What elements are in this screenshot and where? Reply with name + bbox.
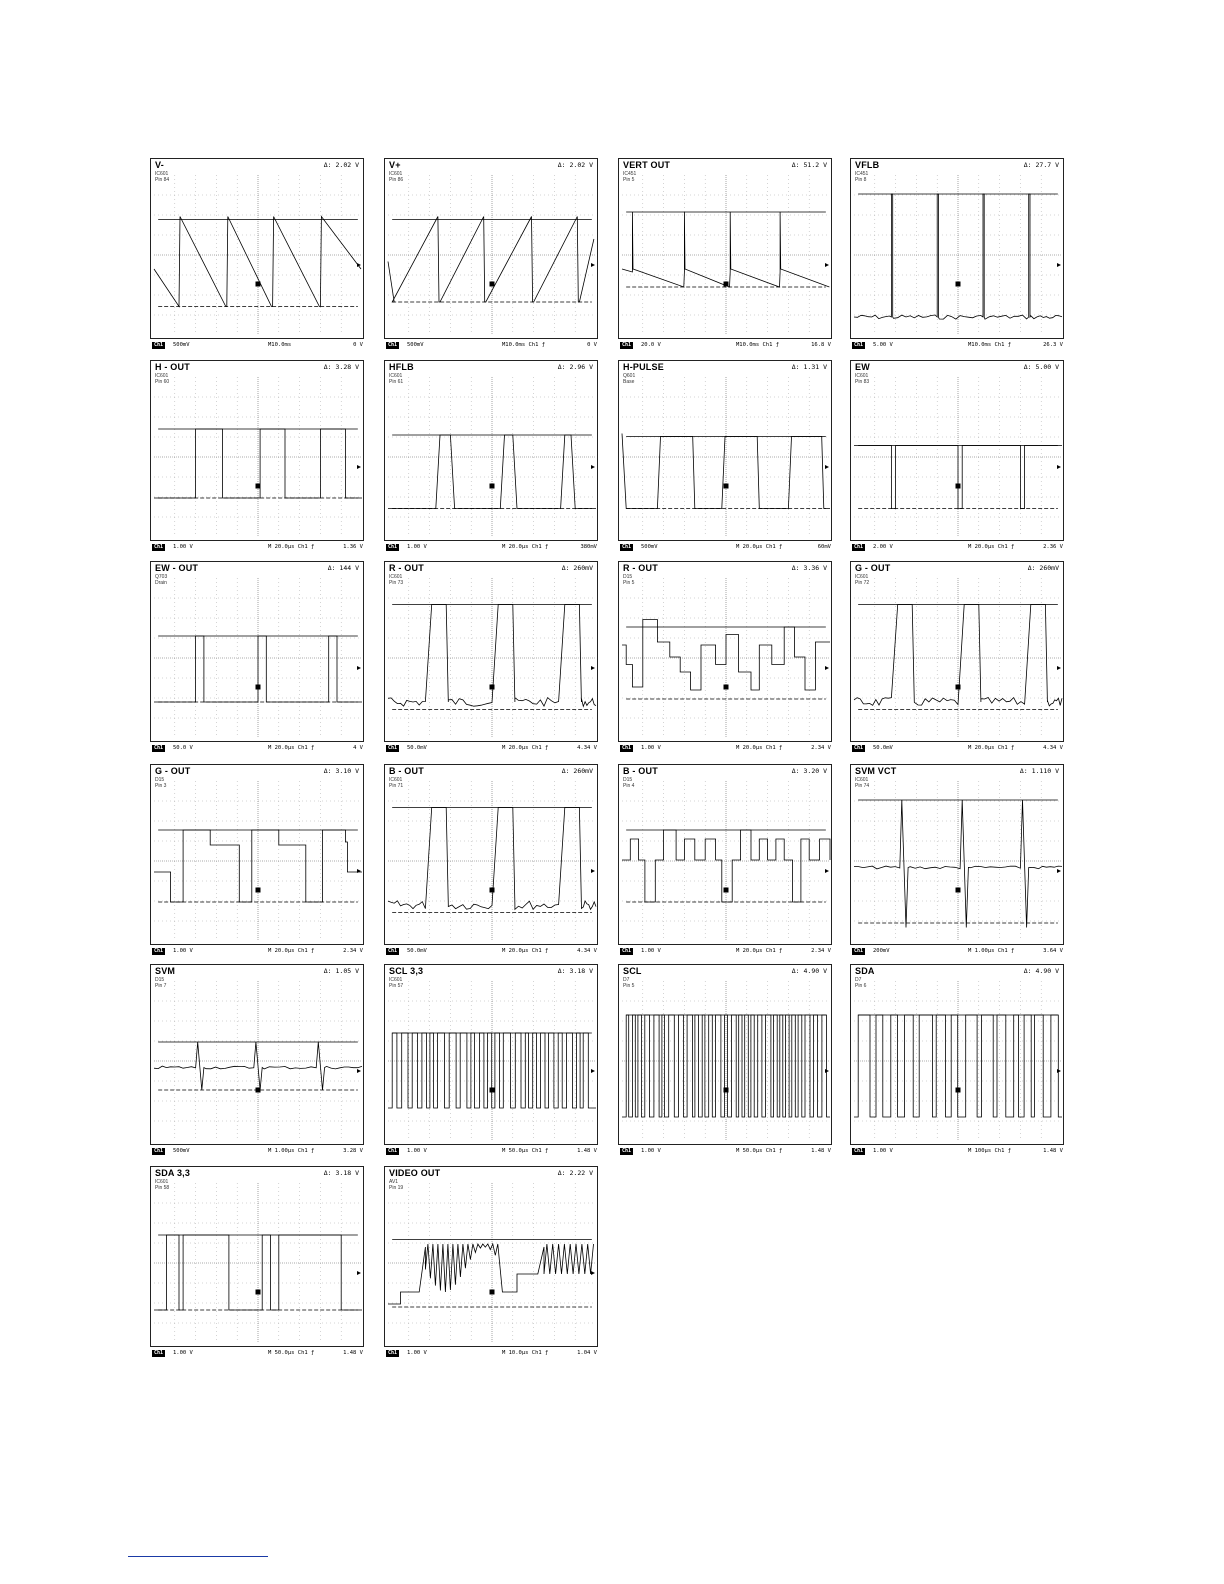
panel-title: V- (155, 160, 164, 170)
time-per-div: M 20.0µs Ch1 ƒ (736, 544, 783, 550)
channel-badge: Ch1 (388, 1350, 398, 1356)
component-ref: AV1 (389, 1179, 399, 1185)
scope-footer (851, 341, 1065, 350)
panel-title: G - OUT (855, 563, 891, 573)
component-ref: D7 (623, 977, 630, 983)
time-per-div: M 50.0µs Ch1 ƒ (736, 1148, 783, 1154)
volts-per-div: 1.00 V (407, 1148, 427, 1154)
component-ref: IC601 (855, 574, 869, 580)
time-per-div: M 20.0µs Ch1 ƒ (502, 948, 549, 954)
trigger-level: 0 V (353, 342, 363, 348)
scope-panel (850, 360, 1064, 550)
scope-trace (151, 1167, 365, 1348)
volts-per-div: 50.0mV (407, 745, 427, 751)
component-ref: IC601 (389, 574, 403, 580)
scope-footer (851, 543, 1065, 552)
delta-readout: Δ: 5.00 V (1023, 363, 1059, 371)
scope-trace (385, 965, 599, 1146)
channel-badge: Ch1 (622, 342, 632, 348)
page-rule (128, 1556, 268, 1557)
channel-badge: Ch1 (388, 544, 398, 550)
scope-panel (850, 158, 1064, 348)
channel-badge: Ch1 (622, 544, 632, 550)
scope-trace (151, 562, 365, 743)
component-ref: IC451 (623, 171, 637, 177)
component-ref: D15 (623, 574, 633, 580)
panel-title: B - OUT (389, 766, 424, 776)
panel-title: HFLB (389, 362, 414, 372)
component-ref: IC601 (855, 777, 869, 783)
delta-readout: Δ: 2.96 V (557, 363, 593, 371)
delta-readout: Δ: 51.2 V (791, 161, 827, 169)
scope-trace (385, 1167, 599, 1348)
channel-badge: Ch1 (388, 342, 398, 348)
time-per-div: M 20.0µs Ch1 ƒ (268, 745, 315, 751)
scope-panel (618, 561, 832, 751)
panel-title: SDA 3,3 (155, 1168, 191, 1178)
component-ref: IC601 (389, 977, 403, 983)
time-per-div: M10.0ms Ch1 ƒ (502, 342, 546, 348)
scope-footer (385, 1349, 599, 1358)
pin-ref: Pin 73 (389, 580, 404, 586)
scope-footer (851, 744, 1065, 753)
scope-trace (151, 361, 365, 542)
volts-per-div: 50.0 V (173, 745, 193, 751)
panel-title: H - OUT (155, 362, 190, 372)
trigger-level: 4.34 V (577, 745, 597, 751)
pin-ref: Pin 83 (855, 379, 870, 385)
panel-title: VFLB (855, 160, 880, 170)
scope-trace (851, 562, 1065, 743)
trigger-level: 1.48 V (811, 1148, 831, 1154)
pin-ref: Pin 60 (155, 379, 170, 385)
time-per-div: M 1.00µs Ch1 ƒ (968, 948, 1015, 954)
scope-panel (384, 1166, 598, 1356)
channel-badge: Ch1 (622, 745, 632, 751)
panel-title: R - OUT (389, 563, 424, 573)
trigger-level: 1.48 V (343, 1350, 363, 1356)
pin-ref: Pin 8 (855, 177, 867, 183)
channel-badge: Ch1 (154, 745, 164, 751)
channel-badge: Ch1 (154, 1350, 164, 1356)
scope-panel (384, 764, 598, 954)
scope-trace (619, 159, 833, 340)
time-per-div: M 20.0µs Ch1 ƒ (502, 544, 549, 550)
delta-readout: Δ: 144 V (327, 564, 359, 572)
oscilloscope-grid (150, 158, 1070, 1356)
time-per-div: M 20.0µs Ch1 ƒ (268, 948, 315, 954)
channel-badge: Ch1 (388, 1148, 398, 1154)
scope-footer (385, 543, 599, 552)
volts-per-div: 500mV (407, 342, 424, 348)
panel-title: H-PULSE (623, 362, 664, 372)
trigger-level: 3.28 V (343, 1148, 363, 1154)
scope-footer (619, 543, 833, 552)
trigger-level: 4 V (353, 745, 363, 751)
component-ref: D15 (155, 977, 165, 983)
scope-panel (850, 964, 1064, 1154)
channel-badge: Ch1 (154, 544, 164, 550)
trigger-level: 16.8 V (811, 342, 831, 348)
scope-trace (851, 159, 1065, 340)
scope-footer (619, 1147, 833, 1156)
pin-ref: Pin 5 (623, 580, 635, 586)
trigger-level: 60mV (817, 544, 831, 550)
pin-ref: Pin 6 (855, 983, 867, 989)
scope-trace (619, 562, 833, 743)
volts-per-div: 1.00 V (873, 1148, 893, 1154)
panel-title: V+ (389, 160, 401, 170)
component-ref: Q703 (155, 574, 168, 580)
time-per-div: M 20.0µs Ch1 ƒ (736, 948, 783, 954)
time-per-div: M10.0ms Ch1 ƒ (968, 342, 1012, 348)
scope-trace (619, 765, 833, 946)
component-ref: IC601 (389, 171, 403, 177)
channel-badge: Ch1 (154, 342, 164, 348)
trigger-level: 380mV (580, 544, 597, 550)
scope-panel (384, 964, 598, 1154)
time-per-div: M10.0ms (268, 342, 292, 348)
trigger-level: 2.36 V (1043, 544, 1063, 550)
panel-title: VERT OUT (623, 160, 671, 170)
panel-title: SDA (855, 966, 875, 976)
scope-footer (385, 341, 599, 350)
time-per-div: M 20.0µs Ch1 ƒ (968, 544, 1015, 550)
pin-ref: Pin 72 (855, 580, 870, 586)
trigger-level: 1.48 V (577, 1148, 597, 1154)
pin-ref: Pin 74 (855, 783, 870, 789)
panel-title: VIDEO OUT (389, 1168, 441, 1178)
component-ref: IC601 (855, 373, 869, 379)
scope-footer (619, 947, 833, 956)
channel-badge: Ch1 (854, 342, 864, 348)
scope-footer (151, 1147, 365, 1156)
scope-footer (385, 744, 599, 753)
pin-ref: Drain (155, 580, 167, 586)
channel-badge: Ch1 (388, 745, 398, 751)
trigger-level: 26.3 V (1043, 342, 1063, 348)
volts-per-div: 500mV (173, 1148, 190, 1154)
delta-readout: Δ: 1.110 V (1019, 767, 1059, 775)
component-ref: D15 (623, 777, 633, 783)
time-per-div: M 50.0µs Ch1 ƒ (502, 1148, 549, 1154)
delta-readout: Δ: 3.18 V (323, 1169, 359, 1177)
channel-badge: Ch1 (854, 948, 864, 954)
scope-footer (619, 744, 833, 753)
volts-per-div: 20.0 V (641, 342, 661, 348)
scope-panel (618, 360, 832, 550)
panel-title: B - OUT (623, 766, 658, 776)
channel-badge: Ch1 (154, 1148, 164, 1154)
delta-readout: Δ: 2.02 V (557, 161, 593, 169)
channel-badge: Ch1 (854, 745, 864, 751)
pin-ref: Pin 3 (155, 783, 167, 789)
volts-per-div: 50.0mV (407, 948, 427, 954)
channel-badge: Ch1 (622, 948, 632, 954)
trigger-level: 0 V (587, 342, 597, 348)
channel-badge: Ch1 (154, 948, 164, 954)
scope-panel (150, 561, 364, 751)
trigger-level: 4.34 V (577, 948, 597, 954)
delta-readout: Δ: 3.20 V (791, 767, 827, 775)
pin-ref: Pin 84 (155, 177, 170, 183)
delta-readout: Δ: 260mV (561, 767, 593, 775)
panel-title: G - OUT (155, 766, 191, 776)
volts-per-div: 1.00 V (173, 948, 193, 954)
scope-panel (150, 964, 364, 1154)
component-ref: D15 (155, 777, 165, 783)
trigger-level: 2.34 V (811, 948, 831, 954)
pin-ref: Pin 5 (623, 983, 635, 989)
volts-per-div: 1.00 V (407, 1350, 427, 1356)
time-per-div: M 100µs Ch1 ƒ (968, 1148, 1012, 1154)
scope-footer (385, 1147, 599, 1156)
scope-panel (618, 764, 832, 954)
scope-footer (151, 543, 365, 552)
scope-trace (385, 562, 599, 743)
delta-readout: Δ: 27.7 V (1023, 161, 1059, 169)
component-ref: IC601 (155, 171, 169, 177)
scope-footer (151, 341, 365, 350)
channel-badge: Ch1 (388, 948, 398, 954)
trigger-level: 2.34 V (811, 745, 831, 751)
panel-title: EW - OUT (155, 563, 199, 573)
panel-title: R - OUT (623, 563, 658, 573)
component-ref: IC601 (155, 373, 169, 379)
scope-footer (151, 1349, 365, 1358)
pin-ref: Pin 19 (389, 1185, 404, 1191)
scope-panel (618, 158, 832, 348)
scope-panel (150, 158, 364, 348)
volts-per-div: 1.00 V (407, 544, 427, 550)
time-per-div: M 20.0µs Ch1 ƒ (968, 745, 1015, 751)
scope-panel (150, 1166, 364, 1356)
volts-per-div: 500mV (173, 342, 190, 348)
scope-footer (151, 744, 365, 753)
scope-panel (384, 360, 598, 550)
trigger-level: 1.04 V (577, 1350, 597, 1356)
trigger-level: 1.48 V (1043, 1148, 1063, 1154)
delta-readout: Δ: 260mV (561, 564, 593, 572)
delta-readout: Δ: 1.05 V (323, 967, 359, 975)
scope-panel (850, 561, 1064, 751)
scope-footer (385, 947, 599, 956)
pin-ref: Pin 86 (389, 177, 404, 183)
delta-readout: Δ: 2.02 V (323, 161, 359, 169)
volts-per-div: 1.00 V (173, 544, 193, 550)
time-per-div: M10.0ms Ch1 ƒ (736, 342, 780, 348)
delta-readout: Δ: 3.10 V (323, 767, 359, 775)
volts-per-div: 50.0mV (873, 745, 893, 751)
volts-per-div: 1.00 V (641, 948, 661, 954)
panel-title: SCL (623, 966, 642, 976)
trigger-level: 2.34 V (343, 948, 363, 954)
scope-trace (619, 965, 833, 1146)
delta-readout: Δ: 3.36 V (791, 564, 827, 572)
volts-per-div: 2.00 V (873, 544, 893, 550)
scope-panel (150, 360, 364, 550)
delta-readout: Δ: 3.18 V (557, 967, 593, 975)
time-per-div: M 20.0µs Ch1 ƒ (502, 745, 549, 751)
time-per-div: M 10.0µs Ch1 ƒ (502, 1350, 549, 1356)
scope-panel (850, 764, 1064, 954)
scope-trace (151, 765, 365, 946)
pin-ref: Pin 58 (155, 1185, 170, 1191)
component-ref: Q601 (623, 373, 636, 379)
scope-footer (151, 947, 365, 956)
scope-trace (851, 965, 1065, 1146)
channel-badge: Ch1 (854, 544, 864, 550)
volts-per-div: 5.00 V (873, 342, 893, 348)
scope-trace (851, 765, 1065, 946)
pin-ref: Pin 61 (389, 379, 404, 385)
volts-per-div: 200mV (873, 948, 890, 954)
component-ref: D7 (855, 977, 862, 983)
delta-readout: Δ: 2.22 V (557, 1169, 593, 1177)
volts-per-div: 500mV (641, 544, 658, 550)
scope-trace (385, 361, 599, 542)
pin-ref: Pin 71 (389, 783, 404, 789)
trigger-level: 1.36 V (343, 544, 363, 550)
scope-panel (384, 158, 598, 348)
scope-trace (385, 159, 599, 340)
panel-title: SCL 3,3 (389, 966, 424, 976)
delta-readout: Δ: 260mV (1027, 564, 1059, 572)
time-per-div: M 20.0µs Ch1 ƒ (268, 544, 315, 550)
volts-per-div: 1.00 V (173, 1350, 193, 1356)
pin-ref: Pin 5 (623, 177, 635, 183)
scope-trace (385, 765, 599, 946)
panel-title: SVM (155, 966, 176, 976)
component-ref: IC601 (389, 777, 403, 783)
delta-readout: Δ: 1.31 V (791, 363, 827, 371)
pin-ref: Pin 7 (155, 983, 167, 989)
scope-footer (851, 947, 1065, 956)
delta-readout: Δ: 3.28 V (323, 363, 359, 371)
scope-footer (851, 1147, 1065, 1156)
delta-readout: Δ: 4.90 V (791, 967, 827, 975)
trigger-level: 3.64 V (1043, 948, 1063, 954)
scope-panel (384, 561, 598, 751)
scope-trace (851, 361, 1065, 542)
scope-panel (150, 764, 364, 954)
component-ref: IC601 (155, 1179, 169, 1185)
panel-title: EW (855, 362, 870, 372)
panel-title: SVM VCT (855, 766, 897, 776)
scope-trace (619, 361, 833, 542)
scope-panel (618, 964, 832, 1154)
scope-trace (151, 965, 365, 1146)
channel-badge: Ch1 (622, 1148, 632, 1154)
time-per-div: M 1.00µs Ch1 ƒ (268, 1148, 315, 1154)
component-ref: IC601 (389, 373, 403, 379)
pin-ref: Base (623, 379, 635, 385)
volts-per-div: 1.00 V (641, 745, 661, 751)
scope-footer (619, 341, 833, 350)
pin-ref: Pin 57 (389, 983, 404, 989)
volts-per-div: 1.00 V (641, 1148, 661, 1154)
pin-ref: Pin 4 (623, 783, 635, 789)
channel-badge: Ch1 (854, 1148, 864, 1154)
trigger-level: 4.34 V (1043, 745, 1063, 751)
scope-trace (151, 159, 365, 340)
time-per-div: M 50.0µs Ch1 ƒ (268, 1350, 315, 1356)
delta-readout: Δ: 4.90 V (1023, 967, 1059, 975)
time-per-div: M 20.0µs Ch1 ƒ (736, 745, 783, 751)
component-ref: IC451 (855, 171, 869, 177)
